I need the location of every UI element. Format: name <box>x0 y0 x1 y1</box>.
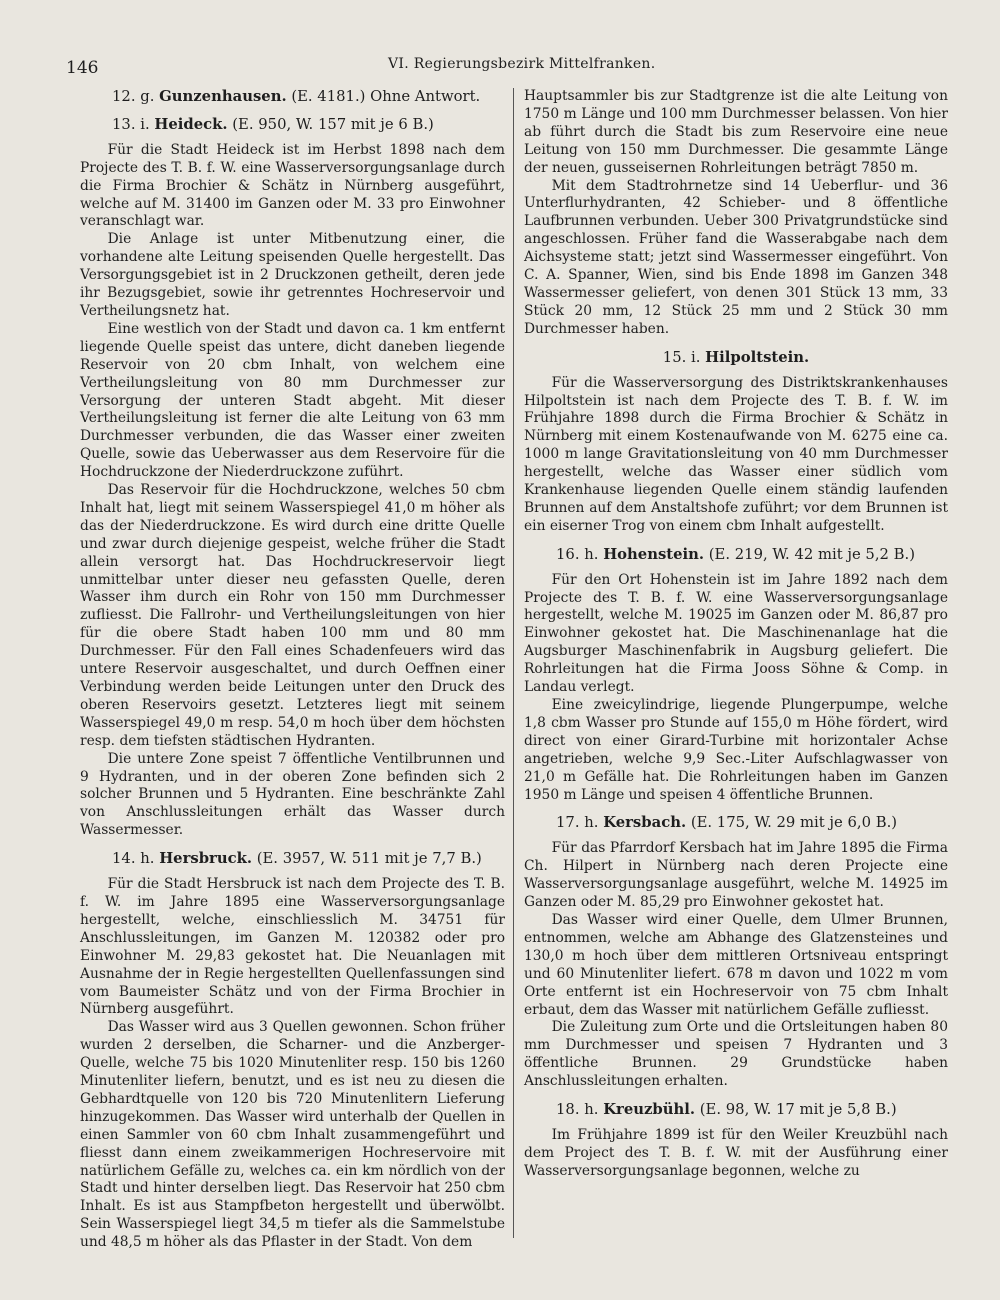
section-heading <box>524 546 948 564</box>
paragraph: Für die Stadt Heideck ist im Herbst 1898 nach dem Projecte des T. B. f. W. eine Wasserversorgungsanlage durch die Firma Brochier & Schätz in Nürnberg ausgeführt, welche auf M. 31400 im Ganzen oder M. 33 pro Einwohner veranschlagt war. <box>80 141 505 230</box>
paragraph: Die untere Zone speist 7 öffentliche Ventilbrunnen und 9 Hydranten, und in der oberen Zone befinden sich 2 solcher Brunnen und 5 Hydranten. Eine beschränkte Zahl von Anschlussleitungen erhält das Wasser durch Wassermesser. <box>80 750 505 839</box>
section-stats: (E. 175, W. 29 mit je 6,0 B.) <box>686 814 898 832</box>
section-heading <box>524 349 948 367</box>
page-number: 146 <box>66 58 99 78</box>
section-stats: (E. 98, W. 17 mit je 5,8 B.) <box>695 1101 897 1119</box>
section-heading <box>524 1101 948 1119</box>
place-name: Gunzenhausen. <box>159 88 287 105</box>
paragraph: Im Frühjahre 1899 ist für den Weiler Kreuzbühl nach dem Project des T. B. f. W. mit der Ausführung einer Wasserversorgungsanlage begonnen, welche zu <box>524 1126 948 1179</box>
paragraph: Eine zweicylindrige, liegende Plungerpumpe, welche 1,8 cbm Wasser pro Stunde auf 155,0 m Höhe fördert, wird direct von einer Girard-Turbine mit horizontaler Achse angetrieben, welche 9,9 Sec.-Liter Aufschlagwasser von 21,0 m Gefälle hat. Die Rohrleitungen haben im Ganzen 1950 m Länge und speisen 4 öffentliche Brunnen. <box>524 697 948 803</box>
column-divider <box>513 88 514 1238</box>
section-number: 12. g. <box>112 88 160 105</box>
paragraph: Für die Stadt Hersbruck ist nach dem Projecte des T. B. f. W. im Jahre 1895 eine Wasserversorgungsanlage hergestellt, welche, einschliesslich M. 34751 für Anschlussleitungen, im Ganzen M. 120382 oder pro Einwohner M. 29,83 gekostet hat. Die Neuanlagen mit Ausnahme der in Regie hergestellten Quellenfassungen sind vom Baumeister Schätz und von der Firma Brochier in Nürnberg ausgeführt. <box>80 876 505 1018</box>
section-number: 14. h. <box>112 850 160 868</box>
section-number: 16. h. <box>556 545 604 563</box>
place-name: Hersbruck. <box>159 850 253 868</box>
paragraph: Hauptsammler bis zur Stadtgrenze ist die alte Leitung von 1750 m Länge und 100 mm Durchmesser belassen. Von hier ab führt durch die Stadt bis zum Reservoire eine neue Leitung von 150 mm Durchmesser. Die gesammte Länge der neuen, gusseisernen Rohrleitungen beträgt 7850 m. <box>524 88 948 176</box>
place-name: Kersbach. <box>603 814 687 832</box>
paragraph: Das Wasser wird einer Quelle, dem Ulmer Brunnen, entnommen, welche am Abhange des Glatzensteines und 130,0 m hoch über dem mittleren Ortsniveau entspringt und 60 Minutenliter liefert. 678 m davon und 1022 m vom Orte entfernt ist ein Hochreservoir von 75 cbm Inhalt erbaut, dem das Wasser mit natürlichem Gefälle zufliesst. <box>524 911 948 1018</box>
section-stats: (E. 219, W. 42 mit je 5,2 B.) <box>704 545 916 563</box>
place-name: Kreuzbühl. <box>603 1101 696 1119</box>
section-heading <box>80 850 505 868</box>
paragraph: Das Reservoir für die Hochdruckzone, welches 50 cbm Inhalt hat, liegt mit seinem Wasserspiegel 41,0 m höher als das der Niederdruckzone. Es wird durch eine dritte Quelle und zwar durch diejenige gespeist, welche früher die Stadt allein versorgt hat. Das Hochdruckreservoir liegt unmittelbar unter dieser neu gefassten Quelle, deren Wasser ihm durch ein Rohr von 150 mm Durchmesser zufliesst. Die Fallrohr- und Vertheilungsleitungen von hier für die obere Stadt haben 100 mm und 80 mm Durchmesser. Für den Fall eines Schadenfeuers wird das untere Reservoir ausgeschaltet, und durch Oeffnen einer Verbindung werden beide Leitungen unter den Druck des oberen Reservoirs gesetzt. Letzteres liegt mit seinem Wasserspiegel 49,0 m resp. 54,0 m hoch über dem höchsten resp. dem tiefsten städtischen Hydranten. <box>80 482 505 749</box>
paragraph: Mit dem Stadtrohrnetze sind 14 Ueberflur- und 36 Unterflurhydranten, 42 Schieber- und 8 öffentliche Laufbrunnen verbunden. Ueber 300 Privatgrundstücke sind angeschlossen. Früher fand die Wasserabgabe nach dem Aichsysteme statt; jetzt sind Wassermesser eingeführt. Von C. A. Spanner, Wien, sind bis Ende 1898 im Ganzen 348 Wassermesser geliefert, von denen 301 Stück 13 mm, 33 Stück 20 mm, 12 Stück 25 mm und 2 Stück 30 mm Durchmesser haben. <box>524 177 948 337</box>
paragraph: Die Zuleitung zum Orte und die Ortsleitungen haben 80 mm Durchmesser und speisen 7 Hydranten und 3 öffentliche Brunnen. 29 Grundstücke haben Anschlussleitungen erhalten. <box>524 1019 948 1090</box>
section-number: 18. h. <box>556 1101 604 1119</box>
left-column <box>80 88 505 1252</box>
right-column <box>524 88 948 1181</box>
section-stats: (E. 4181.) Ohne Antwort. <box>286 88 481 105</box>
place-name: Hilpoltstein. <box>705 348 810 366</box>
section-number: 13. i. <box>112 115 155 133</box>
section-heading <box>80 116 505 134</box>
section-heading <box>524 814 948 832</box>
paragraph: Für den Ort Hohenstein ist im Jahre 1892 nach dem Projecte des T. B. f. W. eine Wasserversorgungsanlage hergestellt, welche M. 19025 im Ganzen oder M. 86,87 pro Einwohner gekostet hat. Die Maschinenanlage hat die Augsburger Maschinenfabrik in Augsburg geliefert. Die Rohrleitungen hat die Firma Jooss Söhne & Comp. in Landau verlegt. <box>524 571 948 696</box>
section-stats: (E. 3957, W. 511 mit je 7,7 B.) <box>252 850 482 868</box>
running-title: VI. Regierungsbezirk Mittelfranken. <box>388 56 656 72</box>
paragraph: Die Anlage ist unter Mitbenutzung einer, die vorhandene alte Leitung speisenden Quelle hergestellt. Das Versorgungsgebiet ist in 2 Druckzonen getheilt, deren jede ihr Bezugsgebiet, sowie ihr getrenntes Hochreservoir und Vertheilungsnetz hat. <box>80 231 505 319</box>
paragraph: Für die Wasserversorgung des Distriktskrankenhauses Hilpoltstein ist nach dem Projecte des T. B. f. W. im Frühjahre 1898 durch die Firma Brochier & Schätz in Nürnberg mit einem Kostenaufwande von M. 6275 eine ca. 1000 m lange Gravitationsleitung von 40 mm Durchmesser hergestellt, welche das Wasser einer südlich vom Krankenhause liegenden Quelle einem ständig laufenden Brunnen auf dem Anstaltshofe zuführt; vor dem Brunnen ist ein eiserner Trog von einem cbm Inhalt aufgestellt. <box>524 374 948 534</box>
paragraph: Das Wasser wird aus 3 Quellen gewonnen. Schon früher wurden 2 derselben, die Scharner- und die Anzberger-Quelle, welche 75 bis 1020 Minutenliter resp. 150 bis 1260 Minutenliter liefern, benutzt, und es ist neu zu diesen die Gebhardtquelle von 120 bis 720 Minutenlitern Lieferung hinzugekommen. Das Wasser wird unterhalb der Quellen in einen Sammler von 60 cbm Inhalt zusammengeführt und fliesst dann einem zweikammerigen Hochreservoire mit natürlichem Gefälle zu, welches ca. ein km nördlich von der Stadt und hinter derselben liegt. Das Reservoir hat 250 cbm Inhalt. Es ist aus Stampfbeton hergestellt und überwölbt. Sein Wasserspiegel liegt 34,5 m tiefer als die Sammelstube und 48,5 m höher als das Pflaster in der Stadt. Von dem <box>80 1019 505 1251</box>
place-name: Hohenstein. <box>603 545 705 563</box>
section-heading <box>80 88 505 106</box>
place-name: Heideck. <box>154 115 228 133</box>
section-number: 17. h. <box>556 814 604 832</box>
section-stats: (E. 950, W. 157 mit je 6 B.) <box>227 115 434 133</box>
section-number: 15. i. <box>662 348 706 366</box>
paragraph: Für das Pfarrdorf Kersbach hat im Jahre 1895 die Firma Ch. Hilpert in Nürnberg nach deren Projecte eine Wasserversorgungsanlage ausgeführt, welche M. 14925 im Ganzen oder M. 85,29 pro Einwohner gekostet hat. <box>524 840 948 911</box>
paragraph: Eine westlich von der Stadt und davon ca. 1 km entfernt liegende Quelle speist das untere, dicht daneben liegende Reservoir von 20 cbm Inhalt, von welchem eine Vertheilungsleitung von 80 mm Durchmesser zur Versorgung der unteren Stadt abgeht. Mit dieser Vertheilungsleitung ist ferner die alte Leitung von 63 mm Durchmesser verbunden, die das Wasser einer zweiten Quelle, sowie das Ueberwasser aus dem Reservoire für die Hochdruckzone der Niederdruckzone zuführt. <box>80 320 505 481</box>
